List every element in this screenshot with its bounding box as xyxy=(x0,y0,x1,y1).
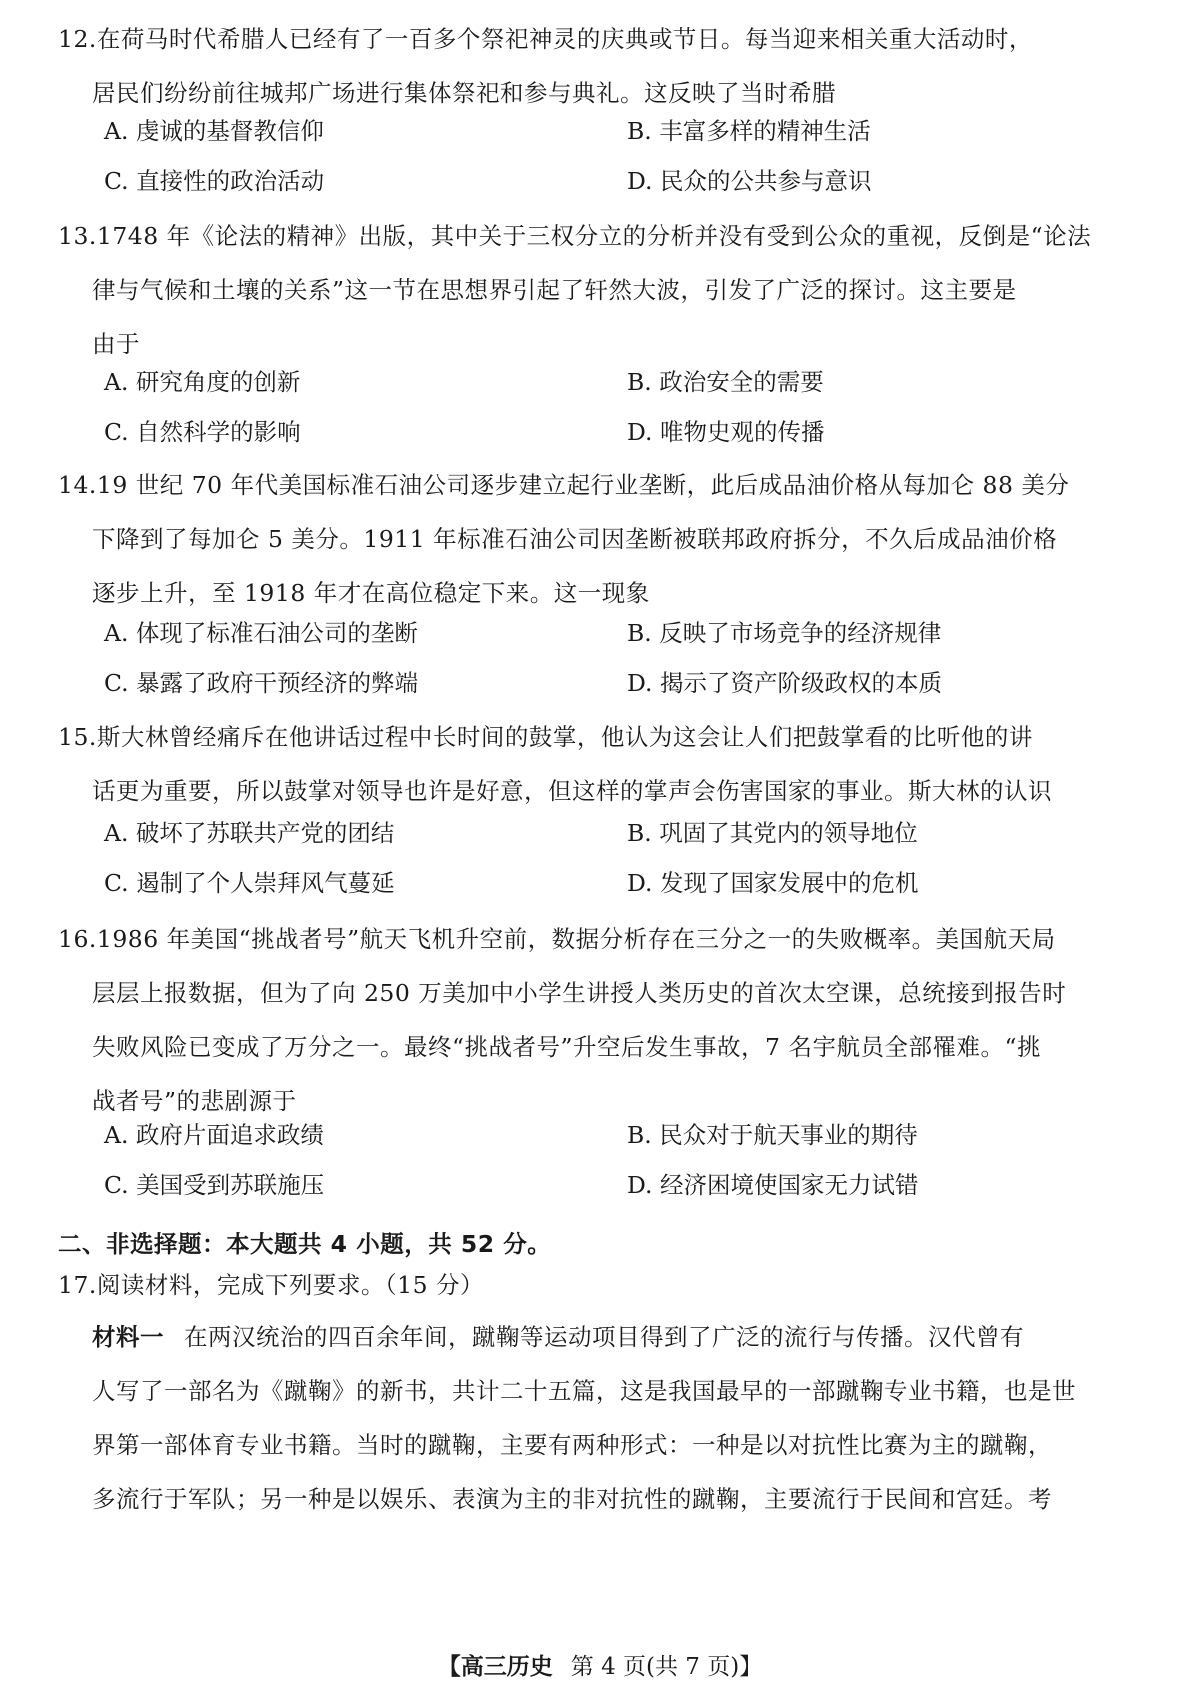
option-c: C. 遏制了个人崇拜风气蔓延 xyxy=(104,869,395,897)
option-b: B. 政治安全的需要 xyxy=(627,368,824,396)
option-b: B. 民众对于航天事业的期待 xyxy=(627,1121,918,1149)
question-line: 居民们纷纷前往城邦广场进行集体祭祀和参与典礼。这反映了当时希腊 xyxy=(92,79,836,107)
question-line: 14.19 世纪 70 年代美国标准石油公司逐步建立起行业垄断，此后成品油价格从每加仑 88 美分 xyxy=(58,471,1070,499)
options-16 xyxy=(104,1110,1150,1210)
question-16 xyxy=(58,912,1148,1128)
option-c: C. 直接性的政治活动 xyxy=(104,167,325,195)
question-line: 战者号”的悲剧源于 xyxy=(92,1087,297,1115)
option-c: C. 暴露了政府干预经济的弊端 xyxy=(104,669,419,697)
question-line: 层层上报数据，但为了向 250 万美加中小学生讲授人类历史的首次太空课，总统接到报告时 xyxy=(92,979,1067,1007)
material-line: 多流行于军队；另一种是以娱乐、表演为主的非对抗性的蹴鞠，主要流行于民间和宫廷。考 xyxy=(92,1485,1052,1513)
question-line: 失败风险已变成了万分之一。最终“挑战者号”升空后发生事故，7 名宇航员全部罹难。“挑 xyxy=(92,1033,1041,1061)
question-12 xyxy=(58,12,1148,120)
option-a: A. 破坏了苏联共产党的团结 xyxy=(104,819,395,847)
options-12 xyxy=(104,106,1150,206)
material-text: 在两汉统治的四百余年间，蹴鞠等运动项目得到了广泛的流行与传播。汉代曾有 xyxy=(184,1323,1024,1351)
option-b: B. 丰富多样的精神生活 xyxy=(627,117,871,145)
options-14 xyxy=(104,608,1150,708)
question-line: 13.1748 年《论法的精神》出版，其中关于三权分立的分析并没有受到公众的重视，反倒是“论法 xyxy=(58,222,1092,250)
question-line: 下降到了每加仑 5 美分。1911 年标准石油公司因垄断被联邦政府拆分，不久后成品油价格 xyxy=(92,525,1058,553)
option-c: C. 自然科学的影响 xyxy=(104,418,301,446)
question-line: 律与气候和土壤的关系”这一节在思想界引起了轩然大波，引发了广泛的探讨。这主要是 xyxy=(92,276,1017,304)
option-d: D. 发现了国家发展中的危机 xyxy=(627,869,919,897)
page-footer xyxy=(0,1648,1200,1681)
footer-subject: 【高三历史 xyxy=(437,1654,553,1680)
option-a: A. 虔诚的基督教信仰 xyxy=(104,117,324,145)
option-d: D. 唯物史观的传播 xyxy=(627,418,825,446)
option-b: B. 巩固了其党内的领导地位 xyxy=(627,819,918,847)
question-line: 由于 xyxy=(92,330,140,358)
question-13 xyxy=(58,209,1148,371)
option-d: D. 经济困境使国家无力试错 xyxy=(627,1171,919,1199)
option-b: B. 反映了市场竞争的经济规律 xyxy=(627,619,942,647)
section-title: 二、非选择题：本大题共 4 小题，共 52 分。 xyxy=(58,1230,552,1258)
question-line: 16.1986 年美国“挑战者号”航天飞机升空前，数据分析存在三分之一的失败概率。美国航天局 xyxy=(58,925,1056,953)
material-one xyxy=(92,1310,1152,1526)
question-line: 逐步上升，至 1918 年才在高位稳定下来。这一现象 xyxy=(92,579,650,607)
footer-page-info: 第 4 页(共 7 页)】 xyxy=(570,1654,763,1680)
option-d: D. 揭示了资产阶级政权的本质 xyxy=(627,669,942,697)
question-line: 15.斯大林曾经痛斥在他讲话过程中长时间的鼓掌，他认为这会让人们把鼓掌看的比听他的讲 xyxy=(58,723,1033,751)
question-15 xyxy=(58,710,1148,818)
question-14 xyxy=(58,458,1148,620)
option-a: A. 体现了标准石油公司的垄断 xyxy=(104,619,418,647)
material-label: 材料一 xyxy=(92,1323,164,1351)
question-17 xyxy=(58,1258,1148,1312)
option-a: A. 研究角度的创新 xyxy=(104,368,301,396)
option-c: C. 美国受到苏联施压 xyxy=(104,1171,325,1199)
option-a: A. 政府片面追求政绩 xyxy=(104,1121,324,1149)
options-15 xyxy=(104,808,1150,908)
material-line: 人写了一部名为《蹴鞠》的新书，共计二十五篇，这是我国最早的一部蹴鞠专业书籍，也是世 xyxy=(92,1377,1076,1405)
question-line: 12.在荷马时代希腊人已经有了一百多个祭祀神灵的庆典或节日。每当迎来相关重大活动时， xyxy=(58,25,1033,53)
question-line: 话更为重要，所以鼓掌对领导也许是好意，但这样的掌声会伤害国家的事业。斯大林的认识 xyxy=(92,777,1052,805)
question-line: 17.阅读材料，完成下列要求。（15 分） xyxy=(58,1271,484,1299)
material-line: 界第一部体育专业书籍。当时的蹴鞠，主要有两种形式：一种是以对抗性比赛为主的蹴鞠， xyxy=(92,1431,1052,1459)
options-13 xyxy=(104,357,1150,457)
option-d: D. 民众的公共参与意识 xyxy=(627,167,872,195)
material-line xyxy=(92,1310,1152,1364)
